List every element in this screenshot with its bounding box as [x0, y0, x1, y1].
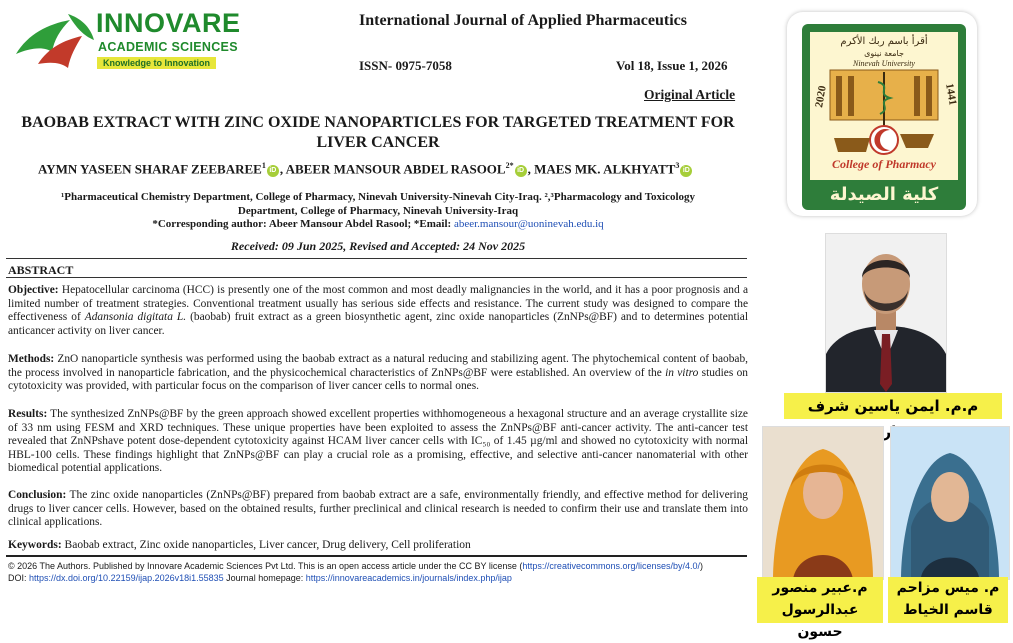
- keywords: [8, 539, 471, 551]
- seal-arabic-motto: أقرأ باسم ربك الأكرم: [840, 36, 928, 47]
- portrait-icon: [891, 427, 1009, 579]
- abstract-heading: ABSTRACT: [8, 263, 74, 277]
- author3-caption-line1: م. ميس مزاحم: [896, 580, 1000, 596]
- author2-caption: [757, 577, 883, 640]
- species-name: Adansonia digitata L.: [84, 311, 187, 324]
- affiliation-line: Department, College of Pharmacy, Ninevah University-Iraq: [237, 205, 519, 217]
- author-affiliation-mark: 3: [675, 161, 680, 170]
- paper-title-line2: LIVER CANCER: [316, 134, 440, 151]
- orcid-icon[interactable]: iD: [267, 165, 279, 177]
- paper-title: [10, 113, 746, 153]
- orcid-icon[interactable]: iD: [515, 165, 527, 177]
- email-link[interactable]: abeer.mansour@uoninevah.edu.iq: [453, 218, 604, 230]
- author3-caption-line2: قاسم الخياط: [903, 602, 993, 618]
- author-name: MAES MK. ALKHYATT: [534, 161, 676, 177]
- results-text: The synthesized ZnNPs@BF by the green approach showed excellent properties withhomogeneous a hexagonal structure and an average crystallite size of 33 nm using FESM and XRD techniques. These unique properties have been exploited to assess the ZnNPs@BF anti-cancer activity. The anti-cancer test revealed that ZnNPshave potent dose-dependent cytotoxicity against HCAM liver cancer cells with IC₅₀ of 1.45 µg/ml and showed no cytotoxicity with normal HBL-100 cells. These findings highlight that ZnNPs@BF can play a crucial role as a promising, effective, and selective anti-cancer nanomaterial with other biomedical potential applications.: [8, 408, 748, 475]
- methods-label: Methods:: [8, 353, 55, 365]
- paper-title-line1: BAOBAB EXTRACT WITH ZINC OXIDE NANOPARTICLES FOR TARGETED TREATMENT FOR: [21, 114, 735, 131]
- journal-title: International Journal of Applied Pharmaceutics: [359, 12, 688, 29]
- author-list: [38, 161, 693, 177]
- author-name: ABEER MANSOUR ABDEL RASOOL: [285, 161, 506, 177]
- copyright-line: [8, 561, 748, 573]
- seal-college-english: College of Pharmacy: [832, 157, 936, 171]
- affiliation-line: ¹Pharmaceutical Chemistry Department, College of Pharmacy, Ninevah University-Ninevah City-Iraq. ²,³Pharmacology and Toxicology: [60, 191, 696, 203]
- seal-year-right: 1441: [943, 82, 959, 107]
- methods-paragraph: [8, 353, 748, 394]
- author2-photo: [762, 426, 884, 580]
- conclusion-paragraph: [8, 489, 748, 530]
- divider: [6, 277, 747, 278]
- objective-text: Hepatocellular carcinoma (HCC) is presently one of the most common and most deadly malignancies in the world, and it has a poor prognosis and a limited number of treatment strategies. Conventional treatment usually has serious side effects and resistance. The current study was designed to compare the effectiveness of: [8, 284, 748, 324]
- doi-line: [8, 573, 748, 585]
- portrait-icon: [763, 427, 883, 579]
- results-paragraph: [8, 408, 748, 476]
- methods-text-end: studies on cytotoxicity was provided, with particular focus on the comparison of liver cancer cells to normal ones.: [8, 366, 748, 393]
- author2-caption-line2: عبدالرسول حسون: [781, 602, 859, 640]
- doi-label: DOI:: [8, 573, 30, 583]
- author3-caption: [888, 577, 1008, 623]
- copyright-text: © 2026 The Authors. Published by Innovare Academic Sciences Pvt Ltd. This is an open access article under the CC BY license (: [8, 561, 523, 571]
- objective-text-end: (baobab) fruit extract as a green biosynthetic agent, zinc oxide nanoparticles (ZnNPs@BF) and to determines potential anticancer activity on liver cancer.: [8, 311, 748, 337]
- author1-caption: م.م. ايمن ياسين شرف: [784, 393, 1002, 419]
- keywords-text: Baobab extract, Zinc oxide nanoparticles, Liver cancer, Drug delivery, Cell proliferation: [61, 539, 471, 551]
- corresponding-label: *Corresponding author: Abeer Mansour Abdel Rasool; *Email:: [152, 218, 454, 230]
- author-name: AYMN YASEEN SHARAF ZEEBAREE: [38, 161, 262, 177]
- divider: [6, 555, 747, 557]
- homepage-label: Journal homepage:: [223, 573, 306, 583]
- seal-college-arabic: كلية الصيدلة: [829, 184, 939, 205]
- author-separator: ,: [527, 161, 535, 177]
- affiliations: [14, 190, 742, 218]
- seal-university-english: Ninevah University: [853, 59, 915, 68]
- conclusion-text: The zinc oxide nanoparticles (ZnNPs@BF) prepared from baobab extract are a safe, environmentally friendly, and effective method for delivering drugs to liver cancer cells. However, based on the obtained results, further preclinical and clinical research is needed to confirm their use and translate them into clinical applications.: [8, 489, 748, 529]
- issn: ISSN- 0975-7058: [359, 58, 452, 73]
- orcid-icon[interactable]: iD: [680, 165, 692, 177]
- methods-text: ZnO nanoparticle synthesis was performed using the baobab extract as a natural reducing and stabilizing agent. The phytochemical content of baobab, the process involved in nanoparticle fabrication, and the physicochemical characteristics of ZnNPs@BF were established. An overview of the: [8, 353, 748, 379]
- keywords-label: Keywords:: [8, 539, 62, 551]
- doi-link[interactable]: https://dx.doi.org/10.22159/ijap.2026v18i1.55835: [29, 573, 224, 583]
- seal-university-arabic: جامعة نينوى: [864, 49, 904, 58]
- corresponding-author: [14, 218, 742, 230]
- logo-tagline: Knowledge to Innovation: [97, 57, 216, 69]
- methods-italic: in vitro: [665, 366, 699, 379]
- results-label: Results:: [8, 408, 48, 420]
- objective-label: Objective:: [8, 284, 59, 296]
- article-type: Original Article: [644, 87, 736, 102]
- author2-caption-line1: م.عبير منصور: [772, 580, 868, 596]
- homepage-link[interactable]: https://innovareacademics.in/journals/index.php/ijap: [305, 573, 512, 583]
- divider: [6, 258, 747, 259]
- author-affiliation-mark: 1: [261, 161, 266, 170]
- received-dates: Received: 09 Jun 2025, Revised and Accepted: 24 Nov 2025: [230, 239, 526, 253]
- conclusion-label: Conclusion:: [8, 489, 67, 501]
- author-affiliation-mark: 2*: [505, 161, 514, 170]
- logo-subtitle: ACADEMIC SCIENCES: [98, 40, 238, 54]
- license-link[interactable]: https://creativecommons.org/licenses/by/4.0/: [522, 561, 701, 571]
- college-of-pharmacy-seal: [800, 22, 968, 212]
- logo-name: INNOVARE: [96, 8, 241, 38]
- copyright-close: ): [700, 561, 704, 571]
- author-separator: ,: [279, 161, 286, 177]
- portrait-icon: [826, 234, 946, 392]
- objective-paragraph: [8, 284, 748, 338]
- seal-year-left: 2020: [813, 84, 829, 109]
- author3-photo: [890, 426, 1010, 580]
- author1-photo: [825, 233, 947, 393]
- volume-issue: Vol 18, Issue 1, 2026: [616, 58, 728, 73]
